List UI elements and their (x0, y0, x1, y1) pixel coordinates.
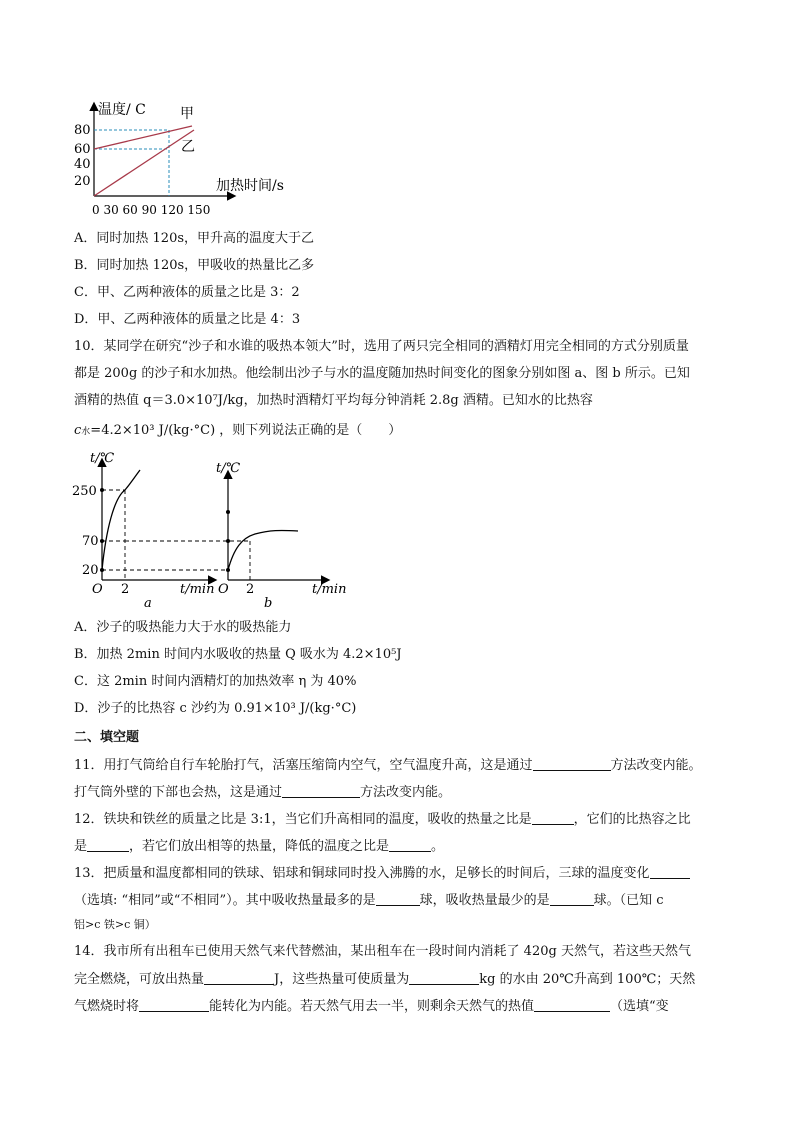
section-heading-fill-blank: 二、填空题 (74, 730, 140, 745)
q11-text-c: 打气筒外壁的下部也会热，这是通过 (74, 785, 283, 800)
q14-blank-3[interactable] (139, 997, 209, 1012)
x-tick-labels: 0 30 60 90 120 150 (92, 203, 211, 217)
q10-line-2: 都是 200g 的沙子和水加热。他绘制出沙子与水的温度随加热时间变化的图象分别如图 a、图 b 所示。已知 (74, 366, 690, 381)
q11-line-2 (74, 783, 451, 802)
series-jia-label: 甲 (180, 106, 194, 122)
q9-option-a: A．同时加热 120s，甲升高的温度大于乙 (74, 231, 315, 246)
graph-b-y-label: t/℃ (216, 461, 241, 476)
q10-option-a: A．沙子的吸热能力大于水的吸热能力 (74, 620, 292, 635)
q13-line-3: 铝>c 铁>c 铜） (74, 918, 156, 931)
q9-option-b: B．同时加热 120s，甲吸收的热量比乙多 (74, 258, 315, 273)
q13-text-b: （选填: “相同”或“不相同”）。其中吸收热量最多的是 (74, 893, 376, 908)
q11-text-b: 方法改变内能。 (610, 758, 702, 773)
q11-blank-1[interactable] (533, 756, 611, 771)
q13-blank-1[interactable] (650, 864, 690, 879)
q11-line-1 (74, 756, 702, 775)
series-yi-line (94, 130, 194, 196)
q14-line-1: 14．我市所有出租车已使用天然气来代替燃油，某出租车在一段时间内消耗了 420g 天然气，若这些天然气 (74, 944, 691, 959)
graph-b-x-label: t/min (312, 582, 347, 597)
q14-blank-4[interactable] (534, 997, 610, 1012)
graph-a-ytick-250: 250 (72, 484, 97, 499)
q12-text-e: 。 (431, 839, 445, 854)
sand-water-graphs (70, 450, 360, 612)
graph-a-point-250 (100, 488, 104, 492)
q12-text-d: ，若它们放出相等的热量，降低的温度之比是 (129, 839, 390, 854)
graph-a-y-label: t/℃ (90, 451, 115, 466)
q13-text-c: 球，吸收热量最少的是 (419, 893, 550, 908)
series-jia-line (94, 126, 192, 149)
temperature-time-graph (68, 96, 308, 222)
q10-option-b: B．加热 2min 时间内水吸收的热量 Q 吸水为 4.2×10⁵J (74, 647, 402, 662)
graph-a-xtick-2: 2 (121, 582, 130, 597)
q14-blank-2[interactable] (409, 970, 479, 985)
q12-line-2 (74, 837, 444, 856)
q13-line-1 (74, 864, 690, 883)
q13-text-d: 球。（已知 c (593, 893, 664, 908)
graph-b-point-upper (226, 510, 230, 514)
q10-c-sub: 水 (81, 427, 91, 437)
q9-option-d: D．甲、乙两种液体的质量之比是 4：3 (74, 312, 301, 327)
q11-blank-2[interactable] (282, 783, 360, 798)
y-tick-80: 80 (74, 123, 91, 138)
graph-a-caption: a (144, 596, 152, 611)
y-tick-40: 40 (74, 157, 91, 172)
q12-text-b: ，它们的比热容之比 (573, 812, 691, 827)
graph-a-curve (102, 470, 140, 570)
q12-blank-1[interactable] (532, 810, 574, 825)
graph-b-caption: b (264, 596, 273, 611)
q12-text-c: 是 (74, 839, 88, 854)
graph-a-origin: O (92, 582, 103, 597)
q14-text-e: 气燃烧时将 (74, 999, 140, 1014)
graph-b-point-20 (226, 568, 230, 572)
q14-text-g: （选填“变 (610, 999, 669, 1014)
y-axis-label: 温度/ C (98, 102, 146, 118)
q12-blank-3[interactable] (389, 837, 431, 852)
graph-b-point-70 (226, 539, 230, 543)
graph-a-point-20 (100, 568, 104, 572)
q9-option-c: C．甲、乙两种液体的质量之比是 3：2 (74, 285, 300, 300)
q14-text-b: 完全燃烧，可放出热量 (74, 972, 205, 987)
q13-blank-2[interactable] (376, 891, 420, 906)
series-yi-label: 乙 (181, 139, 195, 155)
q12-text-a: 12．铁块和铁丝的质量之比是 3:1，当它们升高相同的温度，吸收的热量之比是 (74, 812, 532, 827)
q10-line-4-rest: =4.2×10³ J/(kg·°C) ，则下列说法正确的是（ ） (90, 423, 402, 438)
q10-line-3: 酒精的热值 q＝3.0×10⁷J/kg，加热时酒精灯平均每分钟消耗 2.8g 酒精。已知水的比热容 (74, 393, 593, 408)
q10-option-c: C．这 2min 时间内酒精灯的加热效率 η 为 40% (74, 674, 357, 689)
q13-text-a: 13．把质量和温度都相同的铁球、铝球和铜球同时投入沸腾的水，足够长的时间后，三球的温度变化 (74, 866, 650, 881)
q14-line-3 (74, 997, 669, 1016)
graph-a-ytick-20: 20 (82, 563, 99, 578)
q12-blank-2[interactable] (87, 837, 129, 852)
q14-text-c: J，这些热量可使质量为 (274, 972, 410, 987)
x-axis-label: 加热时间/s (216, 178, 284, 194)
q10-c-symbol: c (74, 423, 82, 438)
q14-text-d: kg 的水由 20℃升高到 100℃；天然 (479, 972, 696, 987)
q14-blank-1[interactable] (204, 970, 274, 985)
graph-b-origin: O (218, 582, 229, 597)
q13-line-2 (74, 891, 664, 910)
y-tick-60: 60 (74, 142, 91, 157)
graph-a-ytick-70: 70 (82, 534, 99, 549)
graph-a-point-70 (100, 539, 104, 543)
graph-a-x-label: t/min (180, 582, 215, 597)
y-tick-20: 20 (74, 174, 91, 189)
q10-option-d: D．沙子的比热容 c 沙约为 0.91×10³ J/(kg·°C) (74, 701, 357, 716)
q14-text-f: 能转化为内能。若天然气用去一半，则剩余天然气的热值 (209, 999, 535, 1014)
q12-line-1 (74, 810, 691, 829)
q14-line-2 (74, 970, 695, 989)
graph-b-curve (228, 530, 298, 570)
graph-b-xtick-2: 2 (246, 582, 255, 597)
q10-line-1: 10．某同学在研究“沙子和水谁的吸热本领大”时，选用了两只完全相同的酒精灯用完全相同的方式分别质量 (74, 339, 689, 354)
q10-line-4 (74, 422, 401, 441)
q13-blank-3[interactable] (550, 891, 594, 906)
q11-text-d: 方法改变内能。 (360, 785, 452, 800)
q11-text-a: 11．用打气筒给自行车轮胎打气，活塞压缩筒内空气，空气温度升高，这是通过 (74, 758, 533, 773)
